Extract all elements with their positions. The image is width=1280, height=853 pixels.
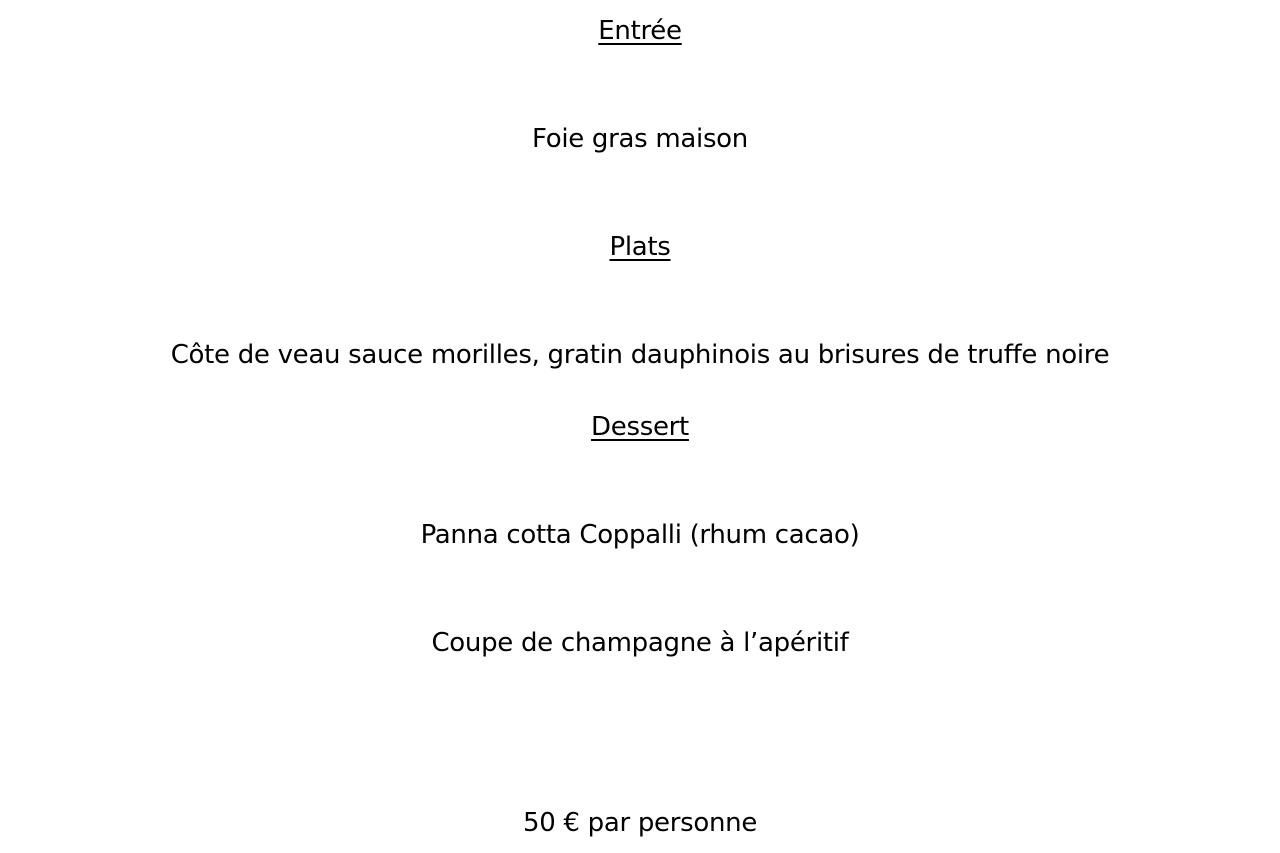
menu-item-panna-cotta: Panna cotta Coppalli (rhum cacao)	[420, 520, 860, 550]
section-heading-dessert: Dessert	[591, 412, 689, 442]
menu-item-foie-gras: Foie gras maison	[532, 124, 748, 154]
menu-price: 50 € par personne	[522, 808, 758, 838]
menu-extra-champagne: Coupe de champagne à l’apéritif	[431, 628, 849, 658]
menu-item-cote-de-veau: Côte de veau sauce morilles, gratin dauphinois au brisures de truffe noire	[170, 340, 1110, 370]
section-heading-entree: Entrée	[598, 16, 682, 46]
section-heading-plats: Plats	[609, 232, 671, 262]
